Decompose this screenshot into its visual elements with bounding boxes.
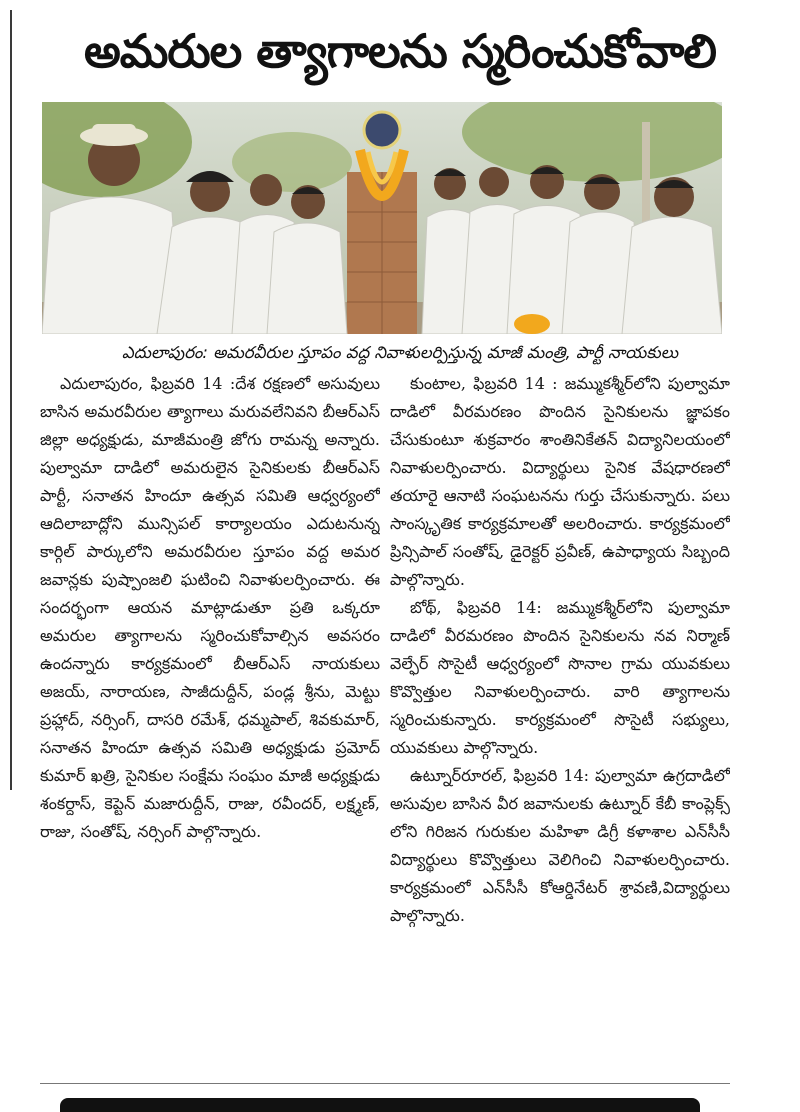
article-column-right xyxy=(390,370,730,1074)
headline: అమరుల త్యాగాలను స్మరించుకోవాలి xyxy=(83,24,717,78)
tribute-photo-illustration xyxy=(42,102,722,334)
news-photo xyxy=(42,102,722,334)
next-article-headline-cutoff xyxy=(60,1090,700,1112)
section-divider xyxy=(40,1083,730,1084)
article-paragraph: ఎదులాపురం, ఫిబ్రవరి 14 :దేశ రక్షణలో అసువులు బాసిన అమరవీరుల త్యాగాలు మరువలేనివని బీఆర్ఎస్ జిల్లా అధ్యక్షుడు, మాజీమంత్రి జోగు రామన్న అన్నారు. పుల్వామా దాడిలో అమరులైన సైనికులకు బీఆర్ఎస్ పార్టీ, సనాతన హిందూ ఉత్సవ సమితి ఆధ్వర్యంలో ఆదిలాబాద్లోని మున్సిపల్ కార్యాలయం ఎదుటనున్న కార్గిల్ పార్కులోని అమరవీరుల స్తూపం వద్ద అమర జవాన్లకు పుష్పాంజలి ఘటించి నివాళులర్పించారు. ఈ సందర్భంగా ఆయన మాట్లాడుతూ ప్రతి ఒక్కరూ అమరుల త్యాగాలను స్మరించుకోవాల్సిన అవసరం ఉందన్నారు కార్యక్రమంలో బీఆర్ఎస్ నాయకులు అజయ్, నారాయణ, సాజీదుద్దీన్, పండ్ల శ్రీను, మెట్టు ప్రహ్లాద్, నర్సింగ్, దాసరి రమేశ్, ధమ్మపాల్, శివకుమార్, సనాతన హిందూ ఉత్సవ సమితి అధ్యక్షుడు ప్రమోద్ కుమార్ ఖత్రి, సైనికుల సంక్షేమ సంఘం మాజీ అధ్యక్షుడు శంకర్దాస్, కెప్టెన్ మజారుద్దీన్, రాజు, రవీందర్, లక్ష్మణ్, రాజు, సంతోష్, నర్సింగ్ పాల్గొన్నారు. xyxy=(40,374,380,841)
photo-caption: ఎదులాపురం: అమరవీరుల స్తూపం వద్ద నివాళులర్పిస్తున్న మాజీ మంత్రి, పార్టీ నాయకులు xyxy=(121,343,679,362)
left-column-rule xyxy=(10,10,12,790)
article-paragraph: బోథ్, ఫిబ్రవరి 14: జమ్ముకశ్మీర్‌లోని పుల్వామా దాడిలో వీరమరణం పొందిన సైనికులను నవ నిర్మాణ్ వెల్ఫేర్ సొసైటీ ఆధ్వర్యంలో సొనాల గ్రామ యువకులు కొవ్వొత్తుల నివాళులర్పించారు. వారి త్యాగాలను స్మరించుకున్నారు. కార్యక్రమంలో సొసైటీ సభ్యులు, యువకులు పాల్గొన్నారు. xyxy=(390,598,730,757)
article-paragraph: ఉట్నూర్‌రూరల్, ఫిబ్రవరి 14: పుల్వామా ఉగ్రదాడిలో అసువుల బాసిన వీర జవానులకు ఉట్నూర్ కేబీ కాంప్లెక్స్ లోని గిరిజన గురుకుల మహిళా డిగ్రీ కళాశాల ఎన్‌సీసీ విద్యార్థులు కొవ్వొత్తులు వెలిగించి నివాళులర్పించారు. కార్యక్రమంలో ఎన్‌సీసీ కోఆర్డినేటర్ శ్రావణి,విద్యార్థులు పాల్గొన్నారు. xyxy=(390,766,730,925)
article-paragraph: కుంటాల, ఫిబ్రవరి 14 : జమ్ముకశ్మీర్‌లోని పుల్వామా దాడిలో వీరమరణం పొందిన సైనికులను జ్ఞాపకం చేసుకుంటూ శుక్రవారం శాంతినికేతన్ విద్యానిలయంలో నివాళులర్పించారు. విద్యార్థులు సైనిక వేషధారణలో తయారై ఆనాటి సంఘటనను గుర్తు చేసుకున్నారు. పలు సాంస్కృతిక కార్యక్రమాలతో అలరించారు. కార్యక్రమంలో ప్రిన్సిపాల్ సంతోష్, డైరెక్టర్ ప్రవీణ్, ఉపాధ్యాయ సిబ్బంది పాల్గొన్నారు. xyxy=(390,374,730,589)
article-column-left xyxy=(40,370,380,1074)
